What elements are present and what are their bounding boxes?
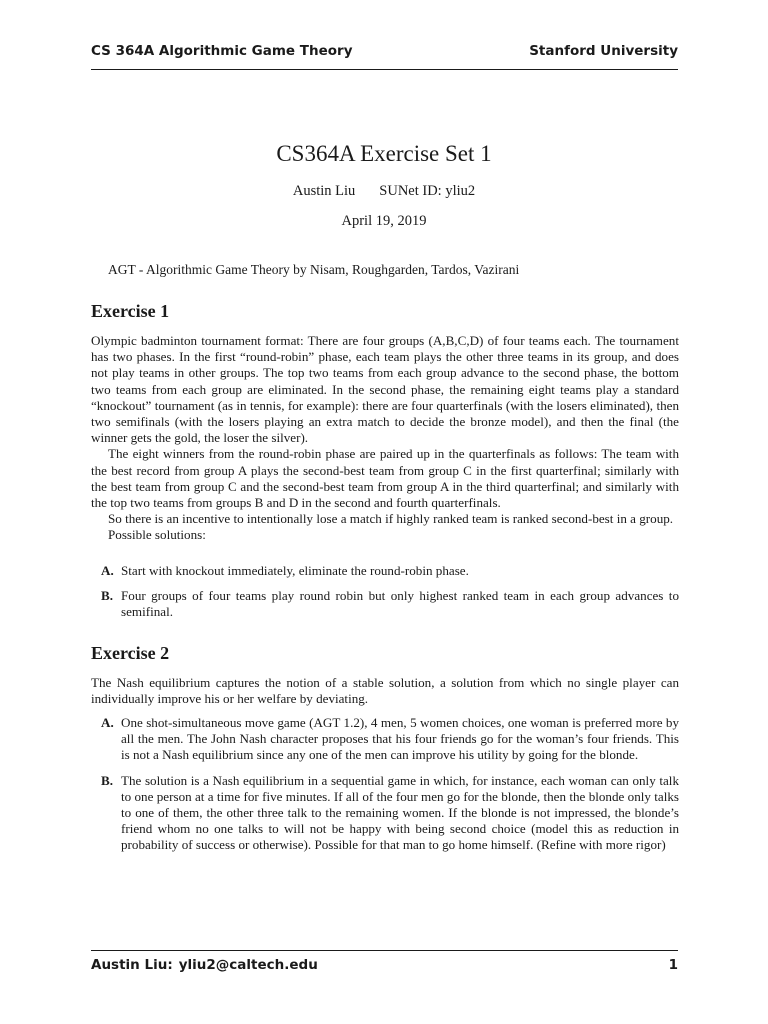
- list-marker: B.: [101, 588, 114, 604]
- reference-note: AGT - Algorithmic Game Theory by Nisam, Roughgarden, Tardos, Vazirani: [108, 262, 520, 277]
- exercise-1-body: [91, 333, 679, 544]
- solution-list: [91, 563, 679, 621]
- footer-author-name: Austin Liu:: [91, 957, 173, 973]
- list-item-text: One shot-simultaneous move game (AGT 1.2), 4 men, 5 women choices, one woman is preferred more by all the men. The John Nash character proposes that his four friends go for the woman’s four friends. This is not a Nash equilibrium since any one of the men can improve his utility by going for the blonde.: [121, 715, 679, 763]
- exercise-1-paragraph: The eight winners from the round-robin phase are paired up in the quarterfinals as follows: The team with the best record from group A plays the second-best team from group C in the first quarterfinal; similarly with the best team from group C and the second-best team from group A in the third quarterfinal; and similarly with the top two teams from groups B and D in the second and fourth quarterfinals.: [91, 446, 679, 511]
- exercise-2-heading: Exercise 2: [91, 643, 170, 663]
- list-item: [91, 563, 679, 579]
- footer-email: yliu2@caltech.edu: [178, 957, 318, 973]
- document-title: CS364A Exercise Set 1: [276, 141, 492, 166]
- header-institution: Stanford University: [529, 43, 678, 59]
- answer-list: [91, 715, 679, 854]
- list-item: [91, 773, 679, 854]
- exercise-1-solutions: [91, 563, 679, 621]
- header-rule: [91, 69, 678, 70]
- header-course: CS 364A Algorithmic Game Theory: [91, 43, 353, 59]
- list-item: [91, 588, 679, 620]
- exercise-2-paragraph: The Nash equilibrium captures the notion of a stable solution, a solution from which no single player can individually improve his or her welfare by deviating.: [91, 675, 679, 707]
- exercise-1-heading: Exercise 1: [91, 301, 170, 321]
- footer-rule: [91, 950, 678, 951]
- exercise-1-paragraph: So there is an incentive to intentionally lose a match if highly ranked team is ranked second-best in a group.: [108, 511, 674, 527]
- list-marker: A.: [101, 563, 114, 578]
- author-line: [0, 183, 768, 200]
- exercise-2-body: [91, 675, 679, 707]
- list-marker: B.: [101, 772, 114, 788]
- list-item-text: The solution is a Nash equilibrium in a sequential game in which, for instance, each woman can only talk to one person at a time for five minutes. If all of the four men go for the blonde, then the blonde only talks to one of them, the other three talk to the remaining women. If the blonde is not impressed, the blonde’s friend whom no one talks to will not be happy with being second choice (model this as reduction in probability of success or otherwise). Possible for that man to go home himself. (Refine with more rigor): [121, 772, 679, 853]
- exercise-2-answers: [91, 715, 679, 854]
- exercise-1-paragraph: Olympic badminton tournament format: There are four groups (A,B,C,D) of four teams each. The tournament has two phases. In the first “round-robin” phase, each team plays the other three teams in its group, and does not play teams in other groups. The top two teams from each group advance to the second phase, the bottom two teams from each group are eliminated. In the second phase, the remaining eight teams play a standard “knockout” tournament (as in tennis, for example): there are four quarterfinals (with the losers eliminated), then two semifinals (with the losers playing an extra match to decide the bronze model), and then the final (the winner gets the gold, the loser the silver).: [91, 333, 679, 446]
- list-marker: A.: [101, 715, 114, 730]
- list-item-text: Start with knockout immediately, eliminate the round-robin phase.: [121, 563, 469, 578]
- running-header: [91, 43, 678, 59]
- list-item: [91, 715, 679, 764]
- author-name: Austin Liu: [292, 183, 356, 199]
- footer-author: [91, 957, 318, 973]
- page-number: 1: [668, 957, 678, 973]
- running-footer: [91, 957, 678, 973]
- sunet-id: SUNet ID: yliu2: [379, 183, 476, 199]
- list-item-text: Four groups of four teams play round robin but only highest ranked team in each group advances to semifinal.: [121, 588, 679, 620]
- exercise-1-paragraph: Possible solutions:: [108, 527, 206, 543]
- document-date: April 19, 2019: [341, 213, 427, 229]
